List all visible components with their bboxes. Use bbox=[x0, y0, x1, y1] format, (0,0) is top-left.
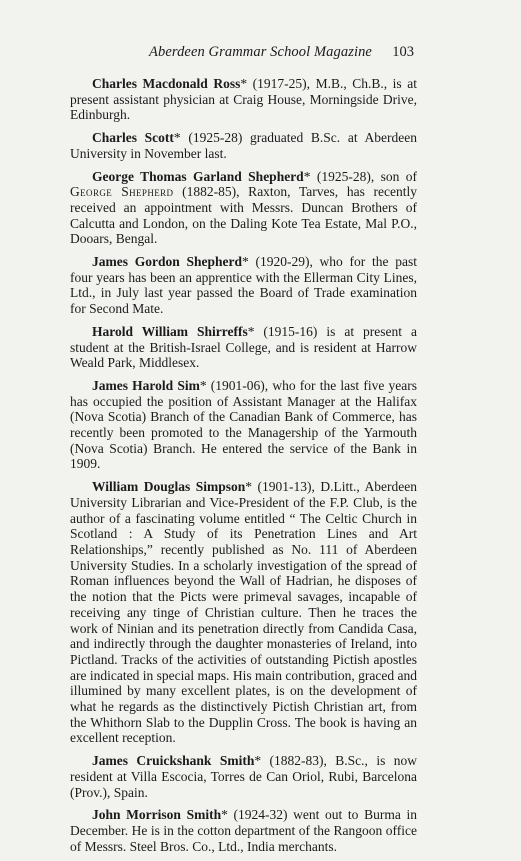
entry-name: George Thomas Garland Shepherd bbox=[92, 168, 304, 184]
entry-name: James Cruickshank Smith bbox=[92, 753, 255, 769]
entry-shepherd-james bbox=[70, 254, 417, 317]
entry-text: * (1924-32) went out to Burma in December. He is in the cotton department of the Rangoon office of Messrs. Steel Bros. Co., Ltd., India merchants. bbox=[70, 807, 417, 854]
entry-smith-john bbox=[70, 807, 417, 854]
entry-name: William Douglas Simpson bbox=[92, 479, 246, 495]
entry-name: Charles Scott bbox=[92, 130, 174, 146]
entry-shepherd-george bbox=[70, 169, 417, 248]
entry-text: * (1925-28), son of bbox=[303, 168, 417, 184]
entry-smith-james bbox=[70, 753, 417, 800]
entry-text: * (1901-06), who for the last five years has occupied the position of Assistant Manager at the Halifax (Nova Scotia) Branch of the Canadian Bank of Commerce, has recently been promoted to the Managership of the Yarmouth (Nova Scotia) Branch. He entered the service of the Bank in 1909. bbox=[70, 377, 417, 472]
entry-ross bbox=[70, 76, 417, 123]
entry-name: James Gordon Shepherd bbox=[92, 254, 242, 270]
entry-text: * (1882-83), B.Sc., is now resident at Villa Escocia, Torres de Can Oriol, Rubi, Barcelona (Prov.), Spain. bbox=[70, 753, 418, 800]
entry-name: James Harold Sim bbox=[92, 377, 200, 393]
entry-simpson bbox=[70, 479, 417, 746]
entry-scott bbox=[70, 130, 417, 161]
entry-name: Charles Macdonald Ross bbox=[92, 76, 241, 91]
entry-text: * (1925-28) graduated B.Sc. at Aberdeen University in November last. bbox=[70, 130, 417, 161]
page-number: 103 bbox=[392, 44, 414, 60]
body-text bbox=[70, 76, 417, 861]
entry-father-name: George Shepherd bbox=[70, 184, 174, 200]
entry-text: * (1915-16) is at present a student at the British-Israel College, and is resident at Harrow Weald Park, Middlesex. bbox=[70, 323, 417, 371]
entry-text: * (1917-25), M.B., Ch.B., is at present assistant physician at Craig House, Morningside Drive, Edinburgh. bbox=[70, 76, 417, 123]
entry-text: * (1920-29), who for the past four years has been an apprentice with the Ellerman City Lines, Ltd., in July last year passed the Board of Trade examination for Second Mate. bbox=[70, 254, 417, 317]
entry-text: * (1901-13), D.Litt., Aberdeen University Librarian and Vice-President of the F.P. Club, is the author of a fascinating volume entitled “ The Celtic Church in Scotland : A Study of its Penetration Lines and Art Relationships,” recently published as No. 111 of Aberdeen University Studies. In a scholarly investigation of the spread of Roman influences beyond the Wall of Hadrian, he disposes of the notion that the Picts were primeval savages, incapable of receiving any tinge of Christian culture. Then he traces the work of Ninian and its penetration directly from Candida Casa, and indirectly through the daughter monasteries of Ireland, into Pictland. Tracks of the activities of outstanding Pictish apostles are indicated in special maps. His main contribution, graced and illumined by many excellent plates, is on the development of what he regards as the distinctively Pictish Christian art, from the Whithorn Slab to the Dupplin Cross. The book is having an excellent reception. bbox=[70, 479, 417, 746]
entry-sim bbox=[70, 378, 417, 472]
entry-name: Harold William Shirreffs bbox=[92, 323, 248, 339]
entry-text-continued: (1882-85), Raxton, Tarves, has recently received an appointment with Messrs. Duncan Brothers of Calcutta and London, on the Daling Kote Tea Estate, Mal P.O., Dooars, Bengal. bbox=[70, 184, 417, 247]
entry-shirreffs bbox=[70, 324, 417, 371]
entry-name: John Morrison Smith bbox=[92, 807, 222, 823]
running-head bbox=[0, 44, 521, 64]
running-head-title: Aberdeen Grammar School Magazine bbox=[149, 44, 372, 60]
